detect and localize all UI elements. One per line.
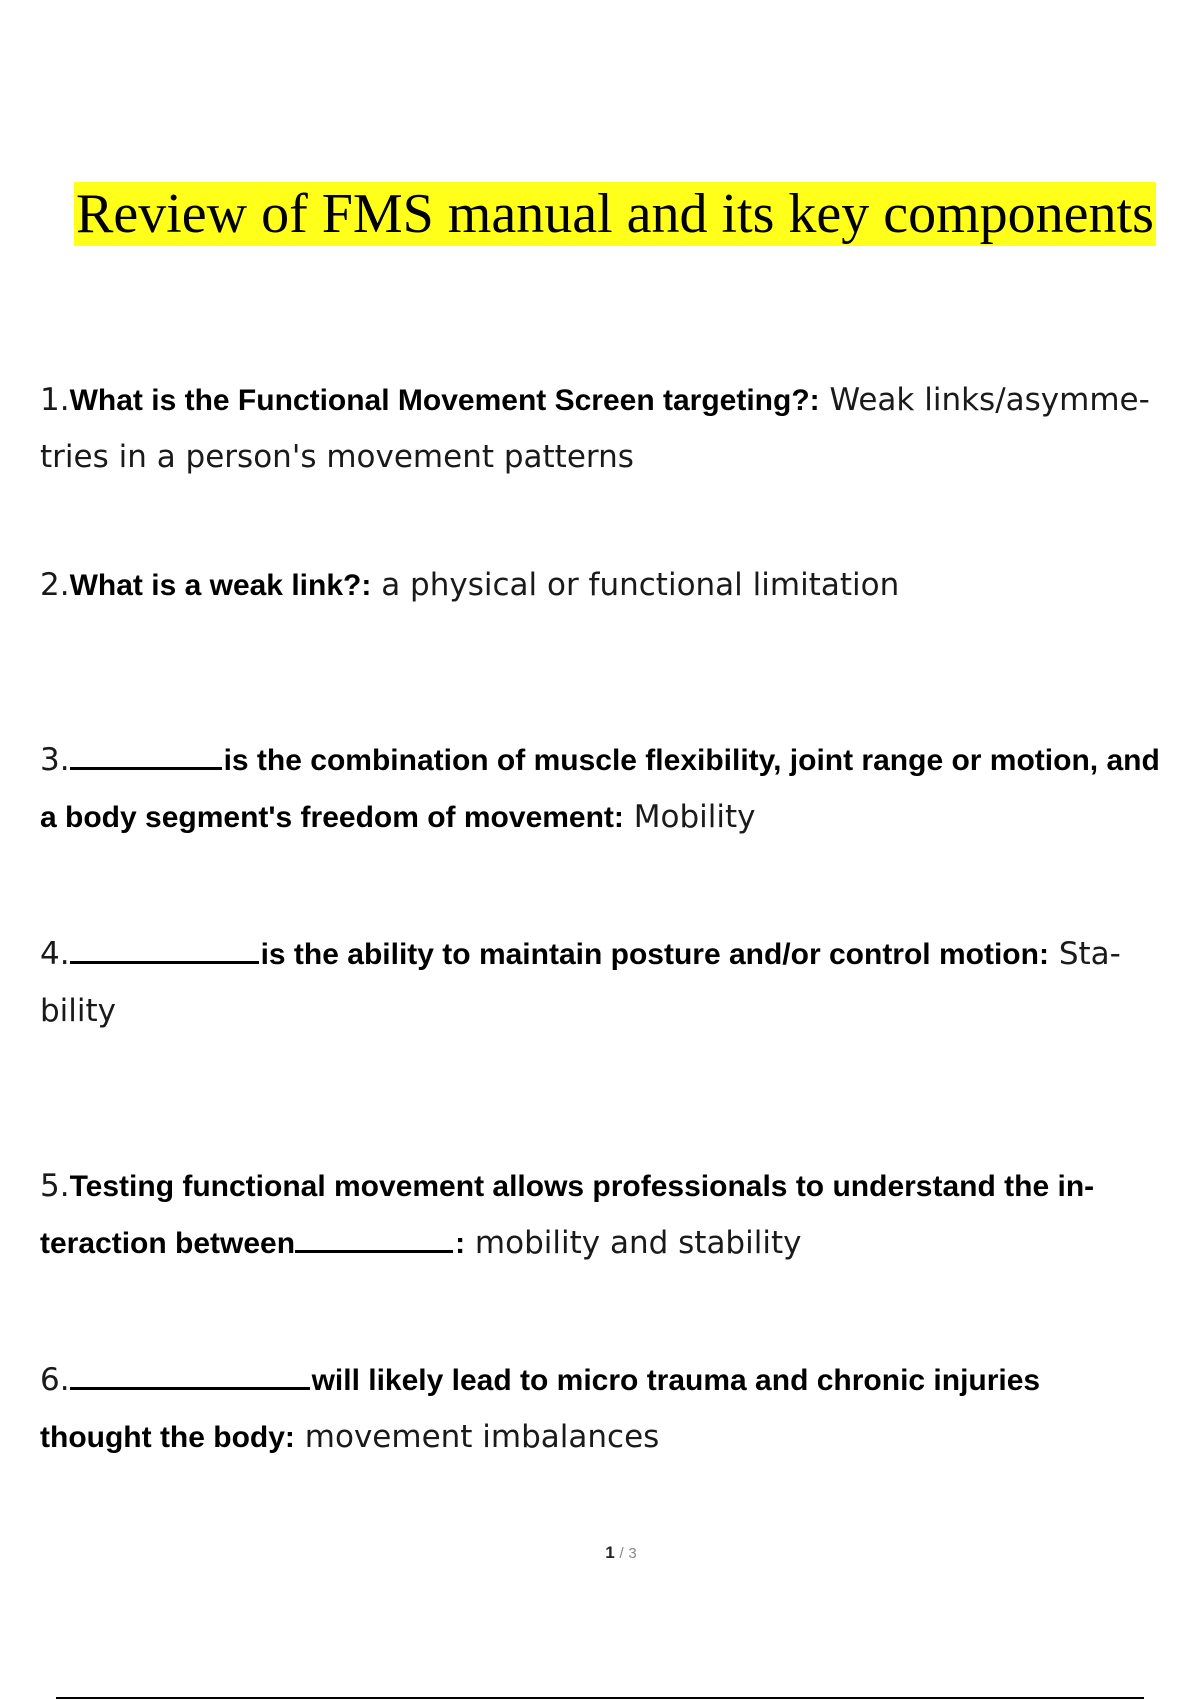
current-page: 1 bbox=[605, 1543, 615, 1562]
question-text: will likely lead to micro trauma and chronic injuries thought the body: bbox=[40, 1364, 1041, 1454]
question-text: What is the Functional Movement Screen targeting?: bbox=[69, 384, 820, 417]
question-text: What is a weak link?: bbox=[69, 569, 372, 602]
qa-item-6 bbox=[40, 1352, 1160, 1466]
question-text: is the combination of muscle flexibility, joint range or motion, and a body segment's freedom of movement: bbox=[40, 744, 1160, 834]
answer-text: movement imbalances bbox=[304, 1419, 660, 1455]
answer-text: Weak links/asymme- tries in a person's movement patterns bbox=[40, 382, 1150, 475]
item-number: 2. bbox=[40, 567, 70, 603]
item-number: 6. bbox=[40, 1362, 70, 1398]
item-number: 3. bbox=[40, 742, 70, 778]
page-title: Review of FMS manual and its key components bbox=[76, 183, 1154, 245]
page-separator: / bbox=[619, 1545, 624, 1562]
footer-divider bbox=[56, 1697, 1144, 1699]
answer-text: Mobility bbox=[633, 799, 756, 835]
qa-item-4 bbox=[40, 926, 1160, 1039]
answer-text: Sta- bility bbox=[40, 936, 1121, 1029]
qa-item-1 bbox=[40, 372, 1160, 485]
total-pages: 3 bbox=[628, 1545, 637, 1562]
fill-in-blank bbox=[70, 960, 259, 964]
question-text: is the ability to maintain posture and/or control motion: bbox=[260, 938, 1049, 971]
page-indicator bbox=[0, 1543, 1200, 1563]
fill-in-blank bbox=[295, 1249, 453, 1253]
item-number: 1. bbox=[40, 382, 70, 418]
qa-item-5 bbox=[40, 1158, 1160, 1272]
qa-item-2 bbox=[40, 557, 1160, 614]
answer-text: mobility and stability bbox=[474, 1225, 802, 1261]
question-colon: : bbox=[455, 1227, 466, 1260]
question-text: Testing functional movement allows professionals to understand the in- teraction between bbox=[40, 1170, 1095, 1260]
item-number: 5. bbox=[40, 1168, 70, 1204]
item-number: 4. bbox=[40, 936, 70, 972]
qa-item-3 bbox=[40, 732, 1160, 846]
fill-in-blank bbox=[70, 1386, 310, 1390]
fill-in-blank bbox=[70, 766, 222, 770]
answer-text: a physical or functional limitation bbox=[381, 567, 900, 603]
